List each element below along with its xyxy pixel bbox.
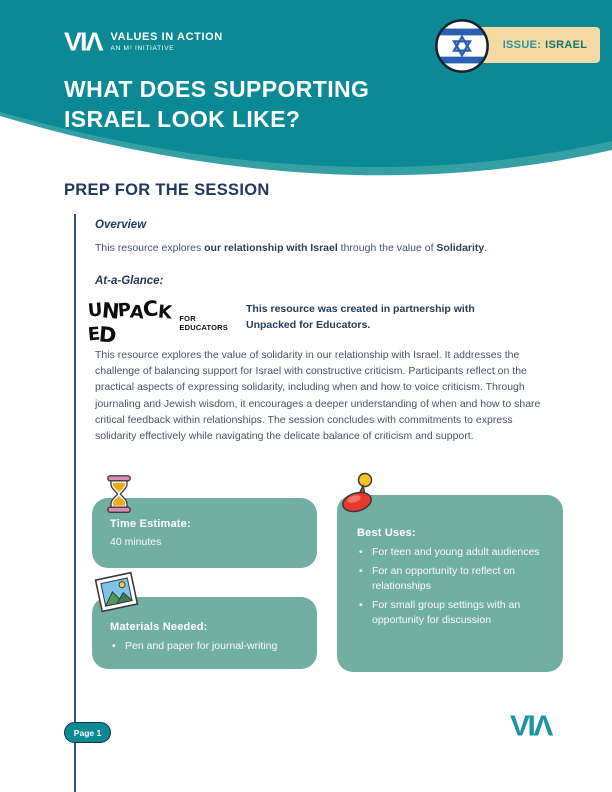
best-uses-title: Best Uses: bbox=[357, 527, 416, 539]
partnership-text-line1: This resource was created in partnership with bbox=[246, 303, 475, 315]
hourglass-icon bbox=[104, 474, 134, 519]
issue-badge-label: ISSUE: bbox=[502, 39, 542, 51]
at-a-glance-label: At-a-Glance: bbox=[95, 275, 164, 287]
overview-text-part: . bbox=[484, 242, 488, 254]
partnership-block bbox=[88, 298, 506, 346]
materials-needed-title: Materials Needed: bbox=[110, 621, 208, 633]
page-number-badge: Page 1 bbox=[64, 722, 111, 743]
via-logo-line1: VALUES IN ACTION bbox=[110, 31, 223, 43]
overview-text-part: through the value of bbox=[337, 242, 437, 254]
stamp-icon bbox=[340, 471, 382, 522]
unpacked-logo-educators: EDUCATORS bbox=[179, 322, 228, 332]
overview-bold-1: our relationship with Israel bbox=[204, 242, 338, 254]
page-title-line1: WHAT DOES SUPPORTING bbox=[64, 76, 370, 102]
unpacked-for-educators-logo bbox=[88, 298, 228, 346]
materials-list bbox=[110, 639, 301, 655]
unpacked-logo-for: FOR bbox=[179, 314, 196, 323]
via-logo bbox=[64, 29, 223, 55]
best-uses-list-item: • For small group settings with an opportunity for discussion bbox=[357, 598, 551, 629]
picture-icon bbox=[94, 571, 139, 617]
overview-label: Overview bbox=[95, 219, 147, 231]
via-logo-mark: VIΛ bbox=[64, 27, 102, 57]
partnership-text bbox=[246, 298, 506, 333]
left-vertical-rule bbox=[74, 214, 76, 792]
israel-flag-icon bbox=[433, 17, 491, 75]
via-logo-line2: AN M² INITIATIVE bbox=[110, 45, 175, 52]
section-heading: PREP FOR THE SESSION bbox=[64, 181, 270, 199]
overview-text-part: This resource explores bbox=[95, 242, 205, 254]
best-uses-list bbox=[357, 545, 551, 629]
partnership-text-line2: Unpacked for Educators. bbox=[246, 319, 371, 331]
page-title-line2: ISRAEL LOOK LIKE? bbox=[64, 106, 301, 132]
unpacked-logo-word: UNPACKED bbox=[87, 296, 172, 348]
via-footer-logo: VIΛ bbox=[510, 710, 551, 743]
issue-badge-value: ISRAEL bbox=[545, 39, 588, 51]
overview-bold-2: Solidarity bbox=[436, 242, 485, 254]
session-description: This resource explores the value of solidarity in our relationship with Israel. It addresses the challenge of balancing support for Israel with constructive criticism. Participants reflect on the practical aspects of expressing solidarity, including when and how to voice criticism. Through journaling and Jewish wisdom, it encourages a deeper understanding of when and how to share critical feedback within relationships. The session concludes with commitments to express solidarity effectively while navigating the delicate balance of criticism and support. bbox=[95, 349, 541, 443]
unpacked-logo-sub bbox=[179, 312, 228, 332]
materials-list-item: • Pen and paper for journal-writing bbox=[110, 639, 301, 655]
time-estimate-title: Time Estimate: bbox=[110, 518, 191, 530]
via-logo-words bbox=[111, 29, 223, 52]
best-uses-list-item: • For teen and young adult audiences bbox=[357, 545, 551, 561]
page-title bbox=[64, 74, 369, 134]
overview-text bbox=[95, 241, 553, 256]
time-estimate-value: 40 minutes bbox=[110, 536, 162, 548]
best-uses-list-item: • For an opportunity to reflect on relationships bbox=[357, 564, 551, 595]
